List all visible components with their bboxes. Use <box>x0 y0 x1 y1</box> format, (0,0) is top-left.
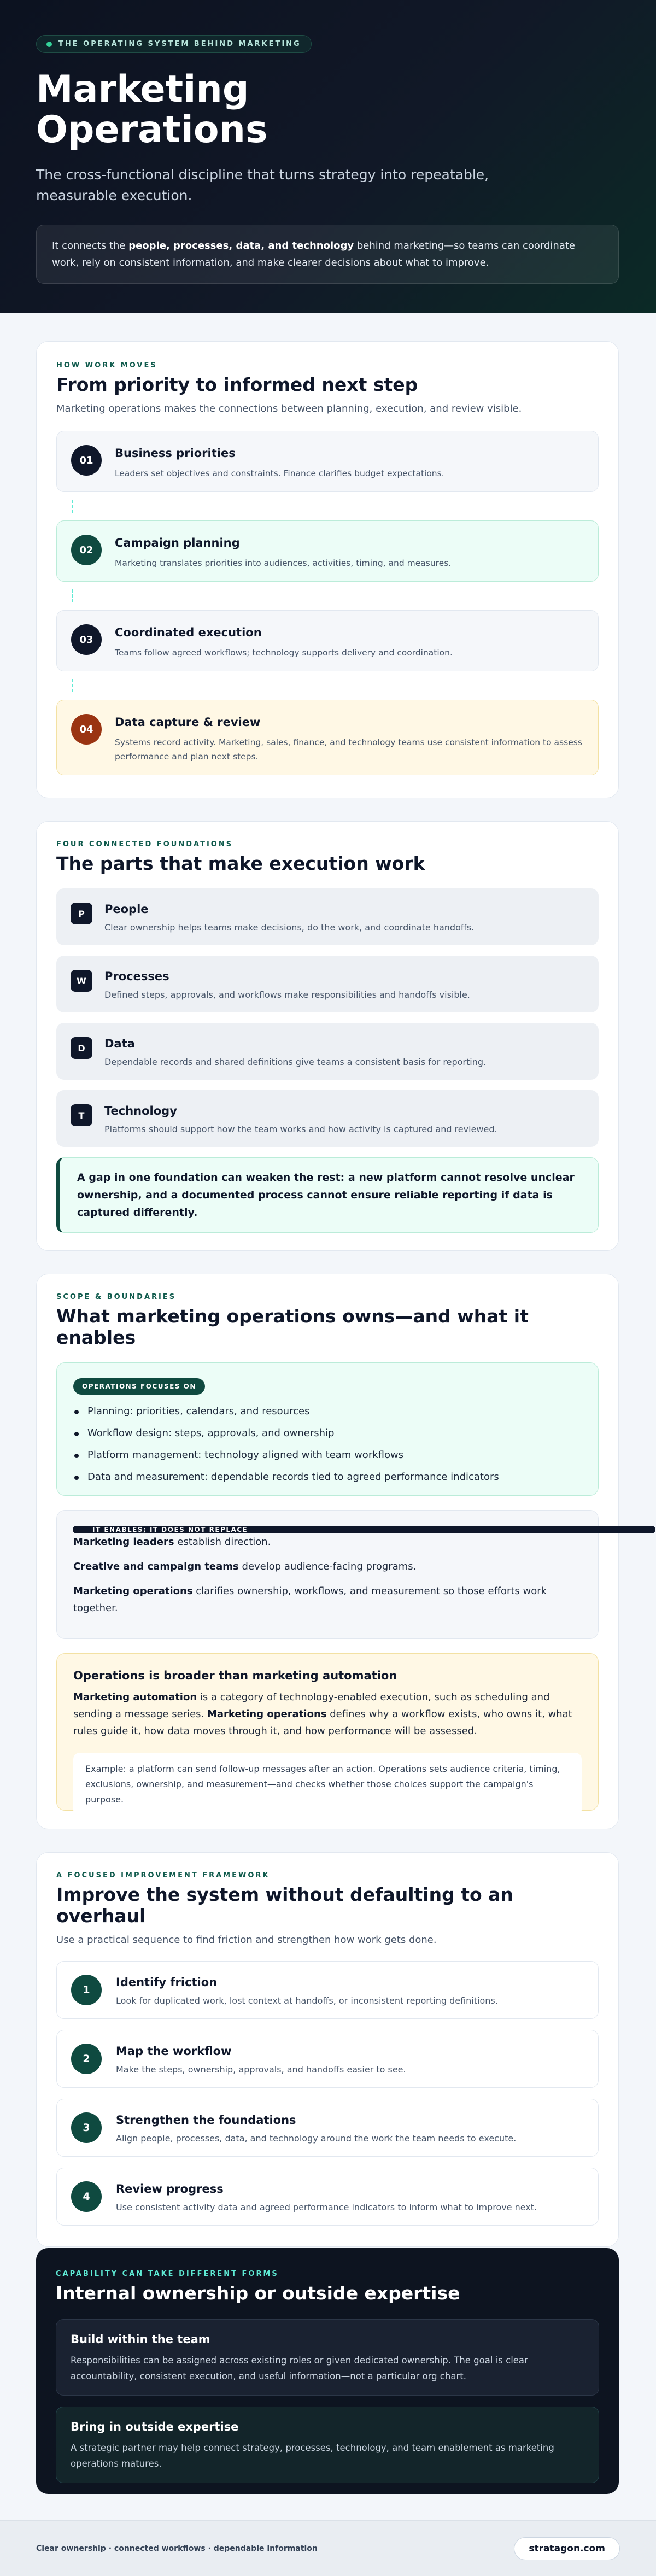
hero-summary <box>36 225 619 284</box>
step-number: 01 <box>71 445 102 476</box>
focus-list <box>73 1406 582 1483</box>
footer-tagline: Clear ownership · connected workflows · dependable information <box>36 2544 318 2553</box>
enable-line-bold: Marketing operations <box>73 1585 193 1597</box>
foundation-item <box>56 1023 599 1080</box>
list-item: Planning: priorities, calendars, and resources <box>73 1406 582 1417</box>
focus-panel <box>56 1362 599 1496</box>
step-title: Coordinated execution <box>115 626 262 639</box>
hero-eyebrow-text: THE OPERATING SYSTEM BEHIND MARKETING <box>58 40 301 48</box>
status-dot-icon <box>46 42 52 47</box>
list-item: Data and measurement: dependable records tied to agreed performance indicators <box>73 1471 582 1483</box>
foundation-badge: T <box>71 1104 92 1126</box>
foundation-list <box>56 888 599 1233</box>
capability-section <box>36 2248 619 2494</box>
improve-title: Review progress <box>116 2182 224 2196</box>
improve-number: 4 <box>71 2181 102 2212</box>
improve-title: Identify friction <box>116 1976 218 1989</box>
enable-panel <box>56 1510 599 1639</box>
foundation-badge: W <box>71 970 92 992</box>
automation-panel <box>56 1653 599 1811</box>
step-title: Campaign planning <box>115 536 240 549</box>
foundation-title: People <box>104 903 149 916</box>
section-title: From priority to informed next step <box>56 374 418 395</box>
foundations-section <box>36 821 619 1251</box>
step-connector <box>56 582 599 610</box>
enable-pill: IT ENABLES; IT DOES NOT REPLACE <box>73 1526 655 1533</box>
enable-line-text: develop audience-facing programs. <box>238 1561 417 1572</box>
step-number: 02 <box>71 535 102 565</box>
section-label: A FOCUSED IMPROVEMENT FRAMEWORK <box>56 1871 270 1880</box>
improve-number: 2 <box>71 2044 102 2074</box>
automation-title: Operations is broader than marketing automation <box>73 1669 397 1682</box>
foundation-callout: A gap in one foundation can weaken the rest: a new platform cannot resolve unclear ownership, and a documented process cannot ensure reliable reporting if data is captured differently. <box>56 1157 599 1233</box>
build-title: Build within the team <box>71 2333 210 2346</box>
page-title: Marketing Operations <box>36 68 268 151</box>
improve-title: Strengthen the foundations <box>116 2114 296 2127</box>
automation-example: Example: a platform can send follow-up messages after an action. Operations sets audience criteria, timing, exclusions, ownership, and measurement—and checks whether those choices support the campaign's purpose. <box>73 1753 582 1816</box>
improve-number: 1 <box>71 1975 102 2005</box>
automation-text-part: defines why a workflow exists, who owns it, what rules guide it, how data moves through it, and how performance will be assessed. <box>73 1708 572 1737</box>
step-connector <box>56 671 599 700</box>
list-item: Workflow design: steps, approvals, and ownership <box>73 1427 582 1439</box>
improve-number: 3 <box>71 2112 102 2143</box>
step-list <box>56 431 599 775</box>
improve-item <box>56 2030 599 2088</box>
automation-bold: Marketing automation <box>73 1691 197 1703</box>
step-item <box>56 610 599 671</box>
foundation-badge: P <box>71 903 92 924</box>
step-number: 04 <box>71 714 102 745</box>
section-description: Use a practical sequence to find friction and strengthen how work gets done. <box>56 1934 437 1946</box>
foundation-item <box>56 956 599 1012</box>
improve-description: Use consistent activity data and agreed performance indicators to inform what to improve next. <box>116 2202 537 2212</box>
step-description: Leaders set objectives and constraints. Finance clarifies budget expectations. <box>115 469 444 478</box>
bring-option <box>56 2407 599 2483</box>
improve-description: Make the steps, ownership, approvals, and handoffs easier to see. <box>116 2064 406 2075</box>
foundation-description: Clear ownership helps teams make decisions, do the work, and coordinate handoffs. <box>104 922 475 933</box>
improve-item <box>56 2099 599 2157</box>
step-item <box>56 431 599 492</box>
step-description: Systems record activity. Marketing, sales, finance, and technology teams use consistent information to assess performance and plan next steps. <box>115 737 582 762</box>
foundation-description: Defined steps, approvals, and workflows make responsibilities and handoffs visible. <box>104 990 470 1000</box>
improve-section <box>36 1852 619 2247</box>
foundation-description: Platforms should support how the team works and how activity is captured and reviewed. <box>104 1124 497 1134</box>
hero-summary-pre: It connects the <box>52 240 129 251</box>
improve-item <box>56 1961 599 2019</box>
section-description: Marketing operations makes the connections between planning, execution, and review visible. <box>56 403 522 414</box>
step-connector <box>56 492 599 520</box>
enable-line <box>73 1533 582 1550</box>
automation-bold: Marketing operations <box>207 1708 327 1720</box>
section-title: The parts that make execution work <box>56 853 425 874</box>
footer <box>0 2520 656 2576</box>
foundation-item <box>56 1090 599 1147</box>
improve-item <box>56 2168 599 2226</box>
foundation-description: Dependable records and shared definitions give teams a consistent basis for reporting. <box>104 1057 487 1067</box>
hero-eyebrow <box>36 35 312 53</box>
hero-subtitle: The cross-functional discipline that turns strategy into repeatable, measurable execution. <box>36 167 489 203</box>
improve-description: Align people, processes, data, and technology around the work the team needs to execute. <box>116 2133 517 2144</box>
section-label: FOUR CONNECTED FOUNDATIONS <box>56 840 233 848</box>
brand-link[interactable]: stratagon.com <box>514 2537 620 2560</box>
foundation-badge: D <box>71 1037 92 1059</box>
build-description: Responsibilities can be assigned across existing roles or given dedicated ownership. The goal is clear accountability, consistent execution, and useful information—not a particular org chart. <box>71 2355 528 2381</box>
enable-line-bold: Creative and campaign teams <box>73 1561 239 1572</box>
focus-pill: OPERATIONS FOCUSES ON <box>73 1378 205 1395</box>
enable-line <box>73 1583 582 1617</box>
section-title: Internal ownership or outside expertise <box>56 2282 460 2304</box>
section-label: HOW WORK MOVES <box>56 361 157 370</box>
automation-text <box>73 1689 582 1740</box>
build-option <box>56 2319 599 2396</box>
enable-line-bold: Marketing leaders <box>73 1536 174 1548</box>
step-title: Data capture & review <box>115 716 261 729</box>
section-label: SCOPE & BOUNDARIES <box>56 1293 177 1301</box>
work-section <box>36 341 619 798</box>
step-item <box>56 520 599 582</box>
enable-line-text: establish direction. <box>174 1536 271 1548</box>
bring-description: A strategic partner may help connect strategy, processes, technology, and team enablement as marketing operations matures. <box>71 2443 554 2469</box>
enable-line <box>73 1558 582 1575</box>
scope-section <box>36 1274 619 1829</box>
automation-text-part: is a category of technology-enabled execution, such as scheduling and sending a message series. <box>73 1691 550 1720</box>
foundation-title: Processes <box>104 970 169 983</box>
hero-summary-post: behind marketing—so teams can coordinate work, rely on consistent information, and make clearer decisions about what to improve. <box>52 240 575 268</box>
enable-line-text: clarifies ownership, workflows, and measurement so those efforts work together. <box>73 1585 547 1614</box>
improve-description: Look for duplicated work, lost context at handoffs, or inconsistent reporting definitions. <box>116 1995 498 2006</box>
step-description: Teams follow agreed workflows; technology supports delivery and coordination. <box>115 648 453 658</box>
section-title: Improve the system without defaulting to an overhaul <box>56 1884 513 1927</box>
step-description: Marketing translates priorities into audiences, activities, timing, and measures. <box>115 558 452 568</box>
improve-title: Map the workflow <box>116 2045 232 2058</box>
step-title: Business priorities <box>115 447 236 460</box>
bring-title: Bring in outside expertise <box>71 2420 239 2433</box>
step-item <box>56 700 599 775</box>
hero-section <box>0 0 656 313</box>
foundation-title: Data <box>104 1037 135 1050</box>
foundation-item <box>56 888 599 945</box>
step-number: 03 <box>71 624 102 655</box>
section-title: What marketing operations owns—and what it enables <box>56 1305 529 1348</box>
section-label: CAPABILITY CAN TAKE DIFFERENT FORMS <box>56 2270 279 2278</box>
hero-summary-bold: people, processes, data, and technology <box>128 240 354 251</box>
foundation-title: Technology <box>104 1104 177 1117</box>
list-item: Platform management: technology aligned with team workflows <box>73 1449 582 1461</box>
improve-list <box>56 1961 599 2226</box>
